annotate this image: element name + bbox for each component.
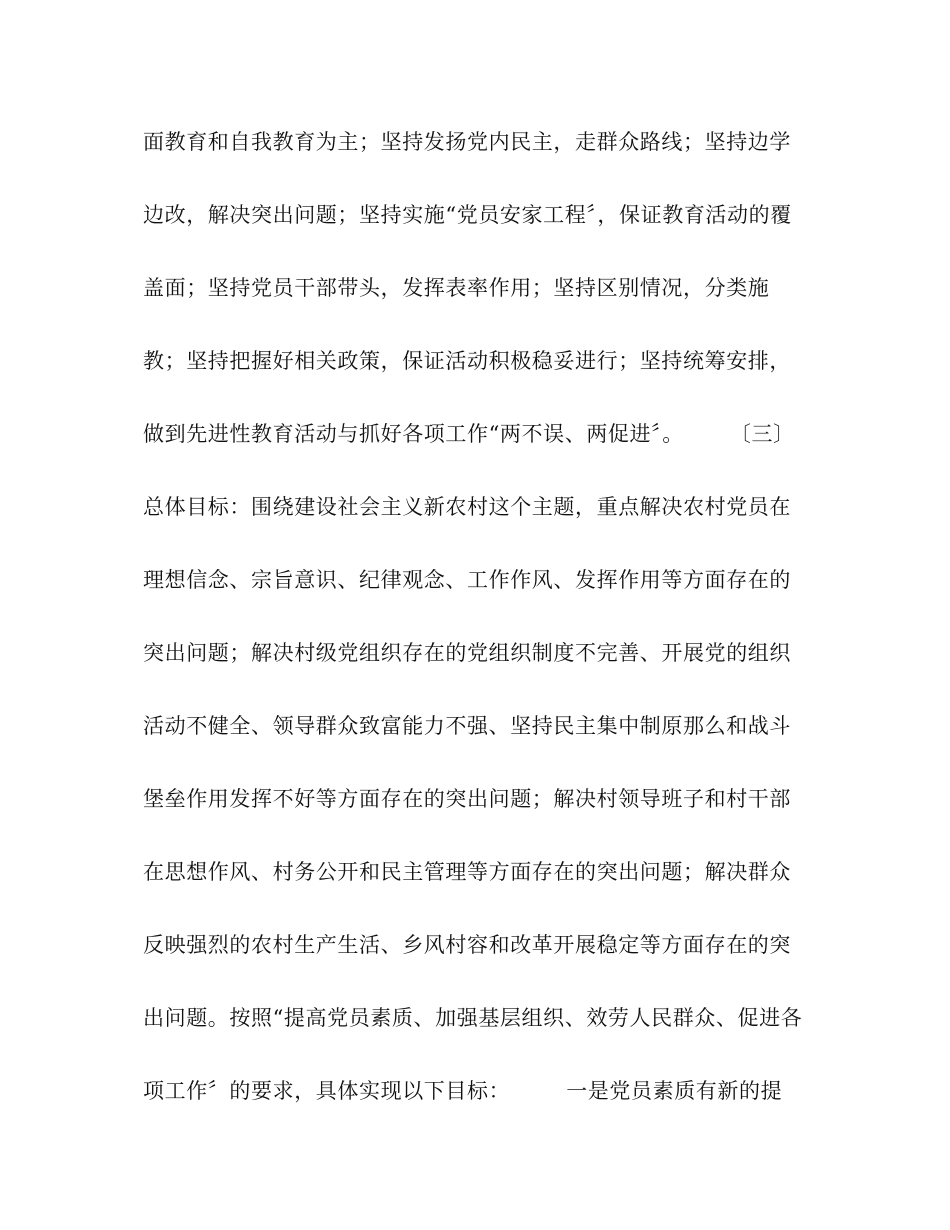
text-line-5-main: 做到先进性教育活动与抓好各项工作“两不误、两促进〞。 — [143, 422, 684, 446]
section-heading-three: 〔三〕 — [729, 422, 795, 446]
text-line-14-main: 项工作〞的要求，具体实现以下目标： — [143, 1079, 511, 1103]
text-line-3: 盖面；坚持党员干部带头，发挥表率作用；坚持区别情况，分类施 — [143, 276, 770, 300]
text-line-5 — [143, 419, 795, 449]
text-line-9: 活动不健全、领导群众致富能力不强、坚持民主集中制原那么和战斗 — [143, 714, 791, 738]
text-line-1: 面教育和自我教育为主；坚持发扬党内民主，走群众路线；坚持边学 — [143, 130, 791, 154]
text-line-2: 边改，解决突出问题；坚持实施“党员安家工程〞，保证教育活动的覆 — [143, 203, 792, 227]
text-line-6: 总体目标：围绕建设社会主义新农村这个主题，重点解决农村党员在 — [143, 495, 791, 519]
text-line-8: 突出问题；解决村级党组织存在的党组织制度不完善、开展党的组织 — [143, 641, 791, 665]
text-line-12: 反映强烈的农村生产生活、乡风村容和改革开展稳定等方面存在的突 — [143, 933, 791, 957]
text-line-14 — [143, 1076, 782, 1106]
text-line-7: 理想信念、宗旨意识、纪律观念、工作作风、发挥作用等方面存在的 — [143, 568, 791, 592]
text-line-14-continuation: 一是党员素质有新的提 — [566, 1079, 783, 1103]
text-line-13: 出问题。按照“提高党员素质、加强基层组织、效劳人民群众、促进各 — [143, 1006, 803, 1030]
text-line-11: 在思想作风、村务公开和民主管理等方面存在的突出问题；解决群众 — [143, 860, 791, 884]
text-line-4: 教；坚持把握好相关政策，保证活动积极稳妥进行；坚持统筹安排， — [143, 349, 791, 373]
text-line-10: 堡垒作用发挥不好等方面存在的突出问题；解决村领导班子和村干部 — [143, 787, 791, 811]
